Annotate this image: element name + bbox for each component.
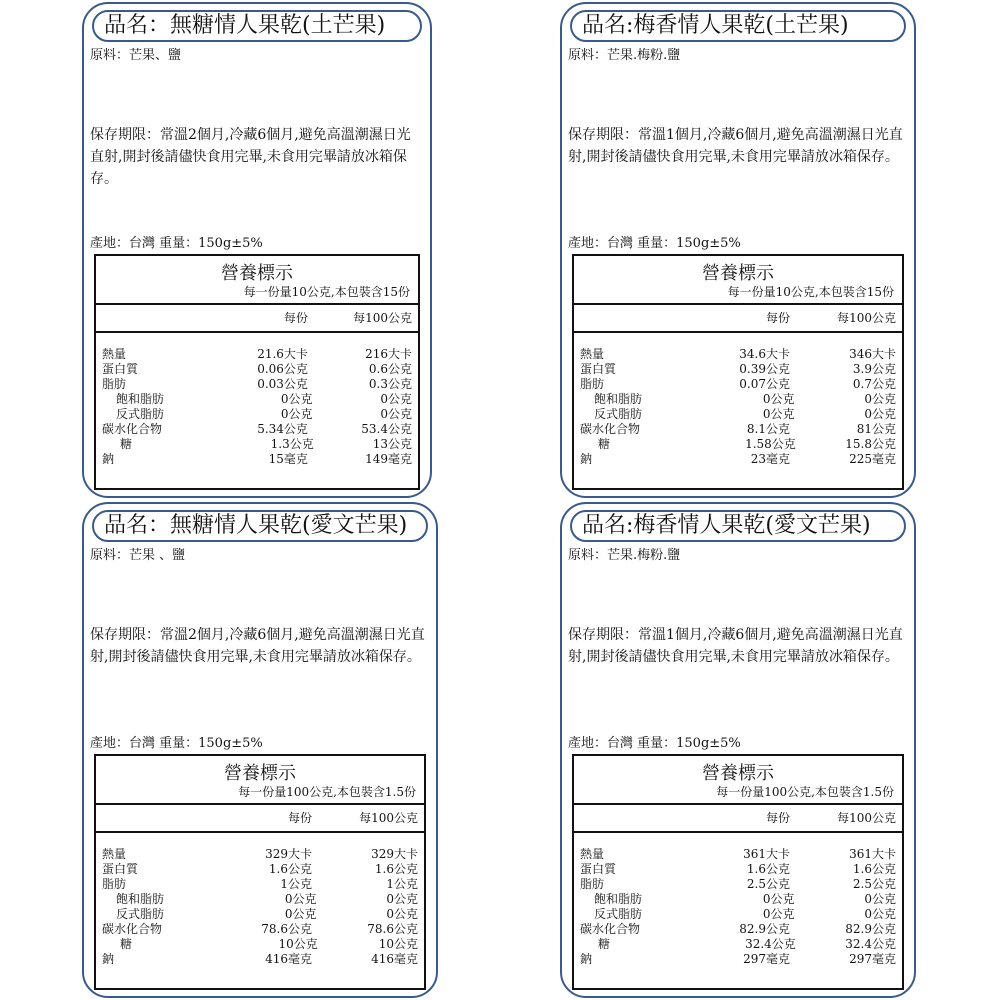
nutrition-columns	[574, 805, 902, 833]
value-per-serving: 23毫克	[750, 452, 790, 466]
value-per-100g: 361大卡	[849, 847, 896, 861]
serving-size: 每一份量100公克,本包裝含1.5份	[96, 783, 424, 805]
col-per-serving: 每份	[765, 311, 790, 325]
ingredients: 原料：芒果.梅粉.鹽	[568, 548, 681, 563]
value-per-serving: 78.6公克	[261, 922, 312, 936]
value-per-100g: 32.4公克	[845, 937, 896, 951]
nutrition-row	[574, 892, 902, 907]
value-per-100g: 1公克	[386, 877, 418, 891]
product-title: 品名：無糖情人果乾(愛文芒果)	[92, 510, 428, 542]
value-per-100g: 53.4公克	[361, 422, 412, 436]
nutrition-row	[96, 952, 424, 967]
nutrition-row	[574, 437, 902, 452]
value-per-serving: 0公克	[284, 892, 317, 906]
nutrient-name: 蛋白質	[580, 362, 617, 376]
ingredients: 原料：芒果、鹽	[90, 48, 182, 63]
nutrition-row	[574, 347, 902, 362]
nutrition-heading: 營養標示	[702, 263, 774, 284]
value-per-serving: 0公克	[284, 907, 317, 921]
serving-size: 每一份量100公克,本包裝含1.5份	[574, 783, 902, 805]
nutrition-table	[94, 254, 420, 490]
value-per-serving: 1.3公克	[270, 437, 314, 451]
nutrition-row	[96, 937, 424, 952]
value-per-100g: 0公克	[380, 392, 412, 406]
nutrient-name: 鈉	[102, 952, 115, 966]
nutrition-rows	[574, 847, 902, 967]
value-per-100g: 0公克	[864, 892, 896, 906]
origin-weight: 產地：台灣 重量：150g±5%	[90, 236, 263, 251]
value-per-100g: 0.6公克	[368, 362, 412, 376]
value-per-100g: 0公克	[386, 892, 418, 906]
storage-info: 保存期限：常溫2個月,冷藏6個月,避免高溫潮濕日光直射,開封後請儘快食用完畢,未食用完畢請放冰箱保存。	[90, 127, 411, 187]
value-per-100g: 216大卡	[365, 347, 412, 361]
nutrient-name: 糖	[120, 437, 133, 451]
value-per-100g: 3.9公克	[852, 362, 896, 376]
value-per-serving: 1.6公克	[746, 862, 790, 876]
nutrient-name: 蛋白質	[102, 362, 139, 376]
nutrient-name: 熱量	[580, 347, 605, 361]
nutrient-name: 熱量	[102, 347, 127, 361]
nutrition-columns	[574, 305, 902, 333]
nutrient-name: 飽和脂肪	[116, 892, 165, 906]
nutrition-columns	[96, 305, 418, 333]
value-per-serving: 0.07公克	[739, 377, 790, 391]
nutrition-rows	[574, 347, 902, 467]
nutrient-name: 飽和脂肪	[594, 892, 643, 906]
col-per-serving: 每份	[283, 311, 308, 325]
nutrition-heading: 營養標示	[224, 763, 296, 784]
nutrition-table	[94, 754, 426, 990]
nutrition-rows	[96, 847, 424, 967]
nutrient-name: 熱量	[102, 847, 127, 861]
value-per-serving: 0公克	[762, 407, 795, 421]
nutrient-name: 碳水化合物	[102, 922, 163, 936]
nutrient-name: 鈉	[580, 952, 593, 966]
value-per-100g: 0公克	[380, 407, 412, 421]
value-per-100g: 1.6公克	[374, 862, 418, 876]
value-per-100g: 0.7公克	[852, 377, 896, 391]
value-per-100g: 81公克	[856, 422, 896, 436]
nutrition-row	[574, 847, 902, 862]
nutrient-name: 蛋白質	[102, 862, 139, 876]
col-per-100g: 每100公克	[353, 311, 412, 325]
nutrition-row	[96, 877, 424, 892]
nutrition-row	[574, 362, 902, 377]
nutrient-name: 反式脂肪	[594, 407, 643, 421]
nutrient-name: 蛋白質	[580, 862, 617, 876]
value-per-100g: 15.8公克	[845, 437, 896, 451]
ingredients: 原料：芒果.梅粉.鹽	[568, 48, 681, 63]
nutrient-name: 碳水化合物	[102, 422, 163, 436]
value-per-serving: 15毫克	[268, 452, 308, 466]
storage-info: 保存期限：常溫1個月,冷藏6個月,避免高溫潮濕日光直射,開封後請儘快食用完畢,未食用完畢請放冰箱保存。	[568, 627, 903, 665]
nutrient-name: 脂肪	[102, 377, 127, 391]
value-per-serving: 297毫克	[743, 952, 790, 966]
value-per-100g: 10公克	[378, 937, 418, 951]
value-per-100g: 297毫克	[849, 952, 896, 966]
nutrition-row	[96, 437, 418, 452]
nutrition-rows	[96, 347, 418, 467]
nutrition-row	[574, 452, 902, 467]
value-per-100g: 0公克	[864, 392, 896, 406]
nutrition-row	[96, 452, 418, 467]
nutrient-name: 反式脂肪	[594, 907, 643, 921]
storage-info: 保存期限：常溫2個月,冷藏6個月,避免高溫潮濕日光直射,開封後請儘快食用完畢,未食用完畢請放冰箱保存。	[90, 627, 425, 665]
ingredients: 原料：芒果 、鹽	[90, 548, 186, 563]
value-per-100g: 78.6公克	[367, 922, 418, 936]
nutrition-row	[96, 392, 418, 407]
value-per-100g: 0公克	[864, 407, 896, 421]
nutrition-row	[574, 377, 902, 392]
nutrition-row	[96, 922, 424, 937]
col-per-100g: 每100公克	[837, 311, 896, 325]
nutrition-row	[96, 422, 418, 437]
nutrition-row	[96, 377, 418, 392]
nutrient-name: 碳水化合物	[580, 922, 641, 936]
value-per-serving: 32.4公克	[745, 937, 796, 951]
col-per-serving: 每份	[287, 811, 312, 825]
value-per-100g: 0公克	[864, 907, 896, 921]
nutrition-table	[572, 754, 904, 990]
nutrient-name: 鈉	[580, 452, 593, 466]
nutrition-row	[96, 407, 418, 422]
value-per-100g: 2.5公克	[852, 877, 896, 891]
product-title: 品名:梅香情人果乾(愛文芒果)	[570, 510, 906, 542]
nutrition-row	[574, 407, 902, 422]
nutrient-name: 脂肪	[102, 877, 127, 891]
value-per-serving: 0.06公克	[257, 362, 308, 376]
value-per-serving: 0公克	[280, 407, 313, 421]
value-per-serving: 329大卡	[265, 847, 312, 861]
value-per-serving: 416毫克	[265, 952, 312, 966]
value-per-serving: 1.6公克	[268, 862, 312, 876]
nutrition-heading: 營養標示	[702, 763, 774, 784]
nutrient-name: 反式脂肪	[116, 907, 165, 921]
nutrition-row	[96, 892, 424, 907]
nutrition-row	[574, 952, 902, 967]
nutrient-name: 糖	[598, 937, 611, 951]
value-per-100g: 13公克	[372, 437, 413, 451]
nutrition-row	[574, 392, 902, 407]
nutrient-name: 脂肪	[580, 377, 605, 391]
origin-weight: 產地：台灣 重量：150g±5%	[568, 736, 741, 751]
value-per-serving: 361大卡	[743, 847, 790, 861]
value-per-serving: 10公克	[278, 937, 318, 951]
value-per-serving: 0公克	[280, 392, 313, 406]
nutrition-row	[574, 877, 902, 892]
nutrition-row	[96, 907, 424, 922]
value-per-serving: 1.58公克	[745, 437, 796, 451]
value-per-serving: 5.34公克	[257, 422, 308, 436]
product-label-3	[82, 502, 438, 998]
nutrition-row	[96, 862, 424, 877]
value-per-serving: 0公克	[762, 907, 795, 921]
value-per-serving: 1公克	[280, 877, 312, 891]
value-per-serving: 0公克	[762, 892, 795, 906]
nutrient-name: 鈉	[102, 452, 115, 466]
nutrient-name: 糖	[120, 937, 133, 951]
nutrition-row	[96, 847, 424, 862]
origin-weight: 產地：台灣 重量：150g±5%	[568, 236, 741, 251]
col-per-100g: 每100公克	[359, 811, 418, 825]
col-per-100g: 每100公克	[837, 811, 896, 825]
product-label-1	[82, 2, 432, 498]
nutrition-row	[574, 862, 902, 877]
nutrition-row	[574, 937, 902, 952]
value-per-serving: 0公克	[762, 392, 795, 406]
product-title: 品名:梅香情人果乾(土芒果)	[570, 10, 906, 42]
product-label-2	[560, 2, 916, 498]
nutrition-row	[574, 422, 902, 437]
value-per-100g: 82.9公克	[845, 922, 896, 936]
storage-info: 保存期限：常溫1個月,冷藏6個月,避免高溫潮濕日光直射,開封後請儘快食用完畢,未食用完畢請放冰箱保存。	[568, 127, 903, 165]
value-per-serving: 82.9公克	[739, 922, 790, 936]
value-per-100g: 149毫克	[365, 452, 412, 466]
value-per-100g: 0公克	[386, 907, 418, 921]
value-per-serving: 8.1公克	[746, 422, 790, 436]
value-per-100g: 0.3公克	[368, 377, 412, 391]
value-per-100g: 329大卡	[371, 847, 418, 861]
value-per-serving: 2.5公克	[746, 877, 790, 891]
value-per-serving: 0.03公克	[257, 377, 308, 391]
nutrient-name: 碳水化合物	[580, 422, 641, 436]
product-label-4	[560, 502, 916, 998]
origin-weight: 產地：台灣 重量：150g±5%	[90, 736, 263, 751]
nutrient-name: 飽和脂肪	[594, 392, 643, 406]
nutrition-row	[96, 347, 418, 362]
value-per-serving: 0.39公克	[739, 362, 790, 376]
value-per-100g: 1.6公克	[852, 862, 896, 876]
nutrient-name: 脂肪	[580, 877, 605, 891]
value-per-100g: 225毫克	[849, 452, 896, 466]
nutrition-heading: 營養標示	[221, 263, 293, 284]
col-per-serving: 每份	[765, 811, 790, 825]
value-per-serving: 21.6大卡	[257, 347, 308, 361]
serving-size: 每一份量10公克,本包裝含15份	[574, 283, 902, 305]
value-per-100g: 346大卡	[849, 347, 896, 361]
nutrition-row	[574, 907, 902, 922]
nutrient-name: 飽和脂肪	[116, 392, 165, 406]
value-per-serving: 34.6大卡	[739, 347, 790, 361]
value-per-100g: 416毫克	[371, 952, 418, 966]
nutrient-name: 糖	[598, 437, 611, 451]
nutrition-row	[574, 922, 902, 937]
nutrition-row	[96, 362, 418, 377]
product-title: 品名：無糖情人果乾(土芒果)	[92, 10, 422, 42]
nutrition-columns	[96, 805, 424, 833]
nutrient-name: 熱量	[580, 847, 605, 861]
nutrition-table	[572, 254, 904, 490]
nutrient-name: 反式脂肪	[116, 407, 165, 421]
serving-size: 每一份量10公克,本包裝含15份	[96, 283, 418, 305]
